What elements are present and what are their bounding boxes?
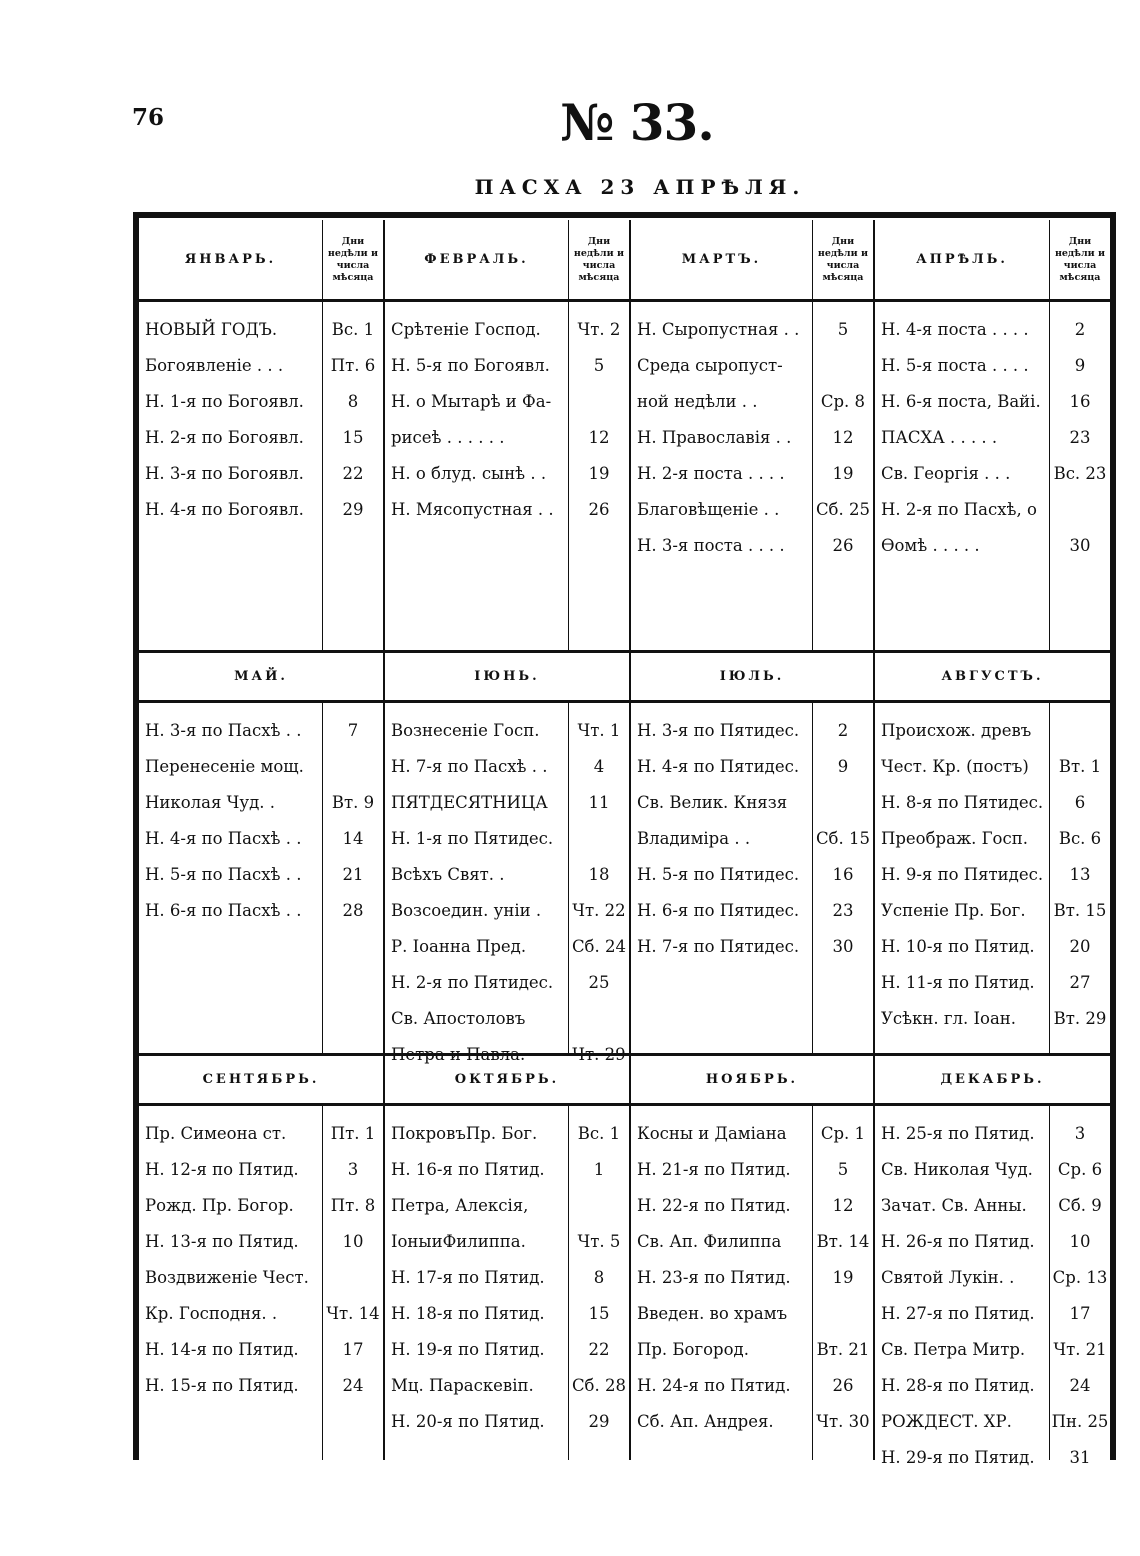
feast-date: 19 xyxy=(832,1268,854,1287)
feast-name: Н. 4-я по Богоявл. xyxy=(145,500,304,519)
feast-name: Н. 6-я по Пасхѣ . . xyxy=(145,901,302,920)
feast-name: Богоявленіе . . . xyxy=(145,356,284,375)
feast-name: Кр. Господня. . xyxy=(145,1304,278,1323)
feast-date: Чт. 22 xyxy=(572,901,626,920)
feast-date: 22 xyxy=(588,1340,610,1359)
dates-column xyxy=(1049,1106,1110,1467)
feast-date: 16 xyxy=(1069,392,1091,411)
feast-date: Вс. 1 xyxy=(331,320,375,339)
feast-date: 16 xyxy=(832,865,854,884)
feast-name: Св. Велик. Князя xyxy=(636,793,788,812)
feast-name: Н. 29-я по Пятид. xyxy=(880,1448,1035,1467)
feast-name: Николая Чуд. . xyxy=(145,793,275,812)
dates-column xyxy=(322,703,383,1053)
feast-date: 26 xyxy=(832,536,854,555)
month-may xyxy=(139,653,385,1053)
month-august xyxy=(875,653,1110,1053)
feast-name: Н. 3-я по Пятидес. xyxy=(636,721,800,740)
feast-date xyxy=(569,821,629,857)
month-header xyxy=(139,653,383,703)
feast-name: Владиміра . . xyxy=(636,829,751,848)
feast-date: 2 xyxy=(837,721,849,740)
feast-name: Благовѣщеніе . . xyxy=(636,500,780,519)
month-header xyxy=(631,1056,873,1106)
feast-date: Пт. 6 xyxy=(330,356,376,375)
feast-date: Сб. 25 xyxy=(815,500,870,519)
feast-date: Вс. 23 xyxy=(1053,464,1107,483)
feast-name: Н. 8-я по Пятидес. xyxy=(880,793,1044,812)
feast-date: 30 xyxy=(832,937,854,956)
feast-name: Н. 7-я по Пасхѣ . . xyxy=(390,757,548,776)
feast-name: Н. 26-я по Пятид. xyxy=(880,1232,1035,1251)
feast-date: 12 xyxy=(588,428,610,447)
day-column-header: Дни недѣли и числа мѣсяца xyxy=(322,220,383,299)
feast-name: Всѣхъ Свят. . xyxy=(390,865,505,884)
page-number: 76 xyxy=(132,104,165,131)
feast-name: Срѣтеніе Господ. xyxy=(390,320,541,339)
feast-date: Пт. 1 xyxy=(330,1124,376,1143)
month-november xyxy=(631,1056,875,1460)
month-header xyxy=(385,1056,629,1106)
month-march xyxy=(631,220,875,650)
feast-date: Вт. 14 xyxy=(816,1232,870,1251)
dates-column xyxy=(1049,703,1110,1053)
feast-date: 15 xyxy=(342,428,364,447)
feast-name: Рожд. Пр. Богор. xyxy=(145,1196,294,1215)
feast-date: Вт. 29 xyxy=(1053,1009,1107,1028)
feast-date: 9 xyxy=(837,757,849,776)
feast-name: Н. 4-я поста . . . . xyxy=(880,320,1029,339)
feast-name: Мц. Параскевіп. xyxy=(390,1376,534,1395)
day-column-header: Дни недѣли и числа мѣсяца xyxy=(812,220,873,299)
feast-date xyxy=(569,384,629,420)
feast-name: Н. 9-я по Пятидес. xyxy=(880,865,1044,884)
month-name: МАРТЪ. xyxy=(681,252,762,267)
feast-date: 5 xyxy=(837,1160,849,1179)
feast-name: Св. Ап. Филиппа xyxy=(636,1232,782,1251)
dates-column xyxy=(322,302,383,650)
feast-name: Н. 13-я по Пятид. xyxy=(145,1232,299,1251)
feast-date: Вт. 21 xyxy=(816,1340,870,1359)
feast-date: 5 xyxy=(837,320,849,339)
month-name: ОКТЯБРЬ. xyxy=(454,1072,560,1087)
quarter-2 xyxy=(139,653,1110,1053)
feast-date: 10 xyxy=(1069,1232,1091,1251)
calendar-table xyxy=(133,212,1116,1467)
feast-name: Н. 5-я по Богоявл. xyxy=(390,356,550,375)
feast-date: Сб. 9 xyxy=(1058,1196,1102,1215)
events-column xyxy=(385,302,568,650)
feast-date: 25 xyxy=(588,973,610,992)
month-january xyxy=(139,220,385,650)
feast-date: 7 xyxy=(347,721,359,740)
feast-name: Пр. Богород. xyxy=(636,1340,749,1359)
feast-date: 23 xyxy=(832,901,854,920)
feast-name: Н. 5-я поста . . . . xyxy=(880,356,1029,375)
month-february xyxy=(385,220,631,650)
month-july xyxy=(631,653,875,1053)
events-column xyxy=(139,302,322,650)
dates-column xyxy=(568,703,629,1053)
month-header xyxy=(875,220,1110,302)
feast-name: Н. 12-я по Пятид. xyxy=(145,1160,299,1179)
feast-name: Н. 3-я поста . . . . xyxy=(636,536,785,555)
feast-name: Св. Петра Митр. xyxy=(880,1340,1026,1359)
month-header xyxy=(631,653,873,703)
feast-name: Пр. Симеона ст. xyxy=(145,1124,287,1143)
dates-column xyxy=(812,703,873,1053)
feast-date xyxy=(1050,713,1110,749)
feast-date: 12 xyxy=(832,428,854,447)
feast-name: Н. 1-я по Пятидес. xyxy=(390,829,554,848)
feast-name: Происхож. древъ xyxy=(880,721,1032,740)
feast-name: Вознесеніе Госп. xyxy=(390,721,540,740)
right-border xyxy=(1110,212,1116,1460)
feast-date: 31 xyxy=(1069,1448,1091,1467)
feast-name: Успеніе Пр. Бог. xyxy=(880,901,1026,920)
feast-name: Н. 2-я по Пасхѣ, о xyxy=(880,500,1037,519)
feast-date: 14 xyxy=(342,829,364,848)
feast-name: Н. 5-я по Пасхѣ . . xyxy=(145,865,302,884)
month-name: АВГУСТЪ. xyxy=(941,669,1044,684)
feast-name: Н. о блуд. сынѣ . . xyxy=(390,464,547,483)
feast-date: 12 xyxy=(832,1196,854,1215)
dates-column xyxy=(812,302,873,650)
month-name: ДЕКАБРЬ. xyxy=(940,1072,1045,1087)
month-name: МАЙ. xyxy=(234,669,288,684)
feast-date: Вс. 1 xyxy=(577,1124,621,1143)
feast-name: Н. 4-я по Пасхѣ . . xyxy=(145,829,302,848)
feast-date: 17 xyxy=(342,1340,364,1359)
month-name: ЯНВАРЬ. xyxy=(184,252,277,267)
month-december xyxy=(875,1056,1110,1467)
feast-date: 5 xyxy=(593,356,605,375)
events-column xyxy=(385,703,568,1053)
feast-date: Чт. 2 xyxy=(577,320,621,339)
events-column xyxy=(139,1106,322,1460)
dates-column xyxy=(568,302,629,650)
month-header xyxy=(139,220,383,302)
table-title: № 33. xyxy=(560,93,714,152)
feast-date: Ср. 13 xyxy=(1052,1268,1108,1287)
feast-name: Усѣкн. гл. Іоан. xyxy=(880,1009,1017,1028)
easter-date-subtitle: ПАСХА 23 АПРѢЛЯ. xyxy=(474,175,806,199)
feast-name: Святой Лукін. . xyxy=(880,1268,1015,1287)
feast-date: 19 xyxy=(832,464,854,483)
feast-name: Ѳомѣ . . . . . xyxy=(880,536,980,555)
month-name: ІЮНЬ. xyxy=(474,669,540,684)
feast-name: Н. 2-я по Пятидес. xyxy=(390,973,554,992)
feast-date xyxy=(813,785,873,821)
events-column xyxy=(139,703,322,1053)
feast-date: Ср. 1 xyxy=(820,1124,866,1143)
feast-date: Сб. 15 xyxy=(815,829,870,848)
feast-date: 6 xyxy=(1074,793,1086,812)
feast-name: Н. 15-я по Пятид. xyxy=(145,1376,299,1395)
feast-date: Чт. 30 xyxy=(816,1412,870,1431)
feast-date: 10 xyxy=(342,1232,364,1251)
feast-date: Вт. 9 xyxy=(331,793,375,812)
feast-date: Вт. 1 xyxy=(1058,757,1102,776)
feast-date: 15 xyxy=(588,1304,610,1323)
feast-date: 30 xyxy=(1069,536,1091,555)
feast-date xyxy=(569,1001,629,1037)
feast-name: Н. 18-я по Пятид. xyxy=(390,1304,545,1323)
events-column xyxy=(875,1106,1049,1467)
dates-column xyxy=(322,1106,383,1460)
feast-date: 3 xyxy=(1074,1124,1086,1143)
feast-name: РОЖДЕСТ. ХР. xyxy=(880,1412,1012,1431)
feast-name: Косны и Даміана xyxy=(636,1124,787,1143)
feast-name: Н. 20-я по Пятид. xyxy=(390,1412,545,1431)
feast-date: Сб. 24 xyxy=(571,937,626,956)
feast-date: 21 xyxy=(342,865,364,884)
feast-date: 24 xyxy=(342,1376,364,1395)
feast-name: Зачат. Св. Анны. xyxy=(880,1196,1027,1215)
top-border xyxy=(133,212,1116,218)
feast-date: 17 xyxy=(1069,1304,1091,1323)
feast-date: 29 xyxy=(342,500,364,519)
feast-name: Н. о Мытарѣ и Фа- xyxy=(390,392,552,411)
feast-name: Р. Іоанна Пред. xyxy=(390,937,527,956)
feast-date: 4 xyxy=(593,757,605,776)
feast-name: Н. 25-я по Пятид. xyxy=(880,1124,1035,1143)
feast-date: Пт. 8 xyxy=(330,1196,376,1215)
feast-name: Н. 24-я по Пятид. xyxy=(636,1376,791,1395)
feast-date: Чт. 5 xyxy=(577,1232,621,1251)
feast-date: 27 xyxy=(1069,973,1091,992)
feast-name: Н. 23-я по Пятид. xyxy=(636,1268,791,1287)
events-column xyxy=(631,1106,812,1460)
feast-name: Св. Георгія . . . xyxy=(880,464,1011,483)
feast-date: 28 xyxy=(342,901,364,920)
feast-date: 23 xyxy=(1069,428,1091,447)
month-header xyxy=(875,653,1110,703)
feast-date xyxy=(569,1188,629,1224)
feast-name: Н. 21-я по Пятид. xyxy=(636,1160,791,1179)
feast-name: Чест. Кр. (постъ) xyxy=(880,757,1029,776)
feast-name: Перенесеніе мощ. xyxy=(145,757,304,776)
feast-date: 3 xyxy=(347,1160,359,1179)
feast-name: Н. 14-я по Пятид. xyxy=(145,1340,299,1359)
feast-name: Н. 17-я по Пятид. xyxy=(390,1268,545,1287)
feast-date: Ср. 8 xyxy=(820,392,866,411)
feast-name: Н. 16-я по Пятид. xyxy=(390,1160,545,1179)
feast-name: ПокровъПр. Бог. xyxy=(390,1124,538,1143)
feast-name: Н. 5-я по Пятидес. xyxy=(636,865,800,884)
feast-date: 20 xyxy=(1069,937,1091,956)
feast-date: 9 xyxy=(1074,356,1086,375)
month-header xyxy=(139,1056,383,1106)
feast-name: Н. 6-я по Пятидес. xyxy=(636,901,800,920)
feast-date: 13 xyxy=(1069,865,1091,884)
events-column xyxy=(875,703,1049,1053)
feast-name: Н. 3-я по Пасхѣ . . xyxy=(145,721,302,740)
feast-name: Введен. во храмъ xyxy=(636,1304,788,1323)
day-column-header: Дни недѣли и числа мѣсяца xyxy=(1049,220,1110,299)
events-column xyxy=(875,302,1049,650)
feast-name: ПЯТДЕСЯТНИЦА xyxy=(390,793,548,812)
feast-date xyxy=(1050,492,1110,528)
feast-name: Н. 11-я по Пятид. xyxy=(880,973,1035,992)
feast-name: Н. 27-я по Пятид. xyxy=(880,1304,1035,1323)
dates-column xyxy=(812,1106,873,1460)
events-column xyxy=(385,1106,568,1460)
feast-date: Сб. 28 xyxy=(571,1376,626,1395)
feast-name: Н. 3-я по Богоявл. xyxy=(145,464,304,483)
feast-name: ной недѣли . . xyxy=(636,392,758,411)
dates-column xyxy=(1049,302,1110,650)
feast-name: Н. 22-я по Пятид. xyxy=(636,1196,791,1215)
feast-date: 22 xyxy=(342,464,364,483)
feast-name: Н. 2-я по Богоявл. xyxy=(145,428,304,447)
feast-name: Н. 6-я поста, Вайі. xyxy=(880,392,1041,411)
feast-date: 19 xyxy=(588,464,610,483)
feast-date: 24 xyxy=(1069,1376,1091,1395)
month-april xyxy=(875,220,1110,650)
feast-date: Чт. 21 xyxy=(1053,1340,1107,1359)
feast-date: 8 xyxy=(347,392,359,411)
feast-name: Н. 4-я по Пятидес. xyxy=(636,757,800,776)
feast-name: Петра, Алексія, xyxy=(390,1196,529,1215)
month-header xyxy=(631,220,873,302)
quarter-3 xyxy=(139,1056,1110,1467)
feast-date: 18 xyxy=(588,865,610,884)
feast-name: Св. Апостоловъ xyxy=(390,1009,526,1028)
feast-name: Н. 10-я по Пятид. xyxy=(880,937,1035,956)
feast-name: Н. 28-я по Пятид. xyxy=(880,1376,1035,1395)
month-september xyxy=(139,1056,385,1460)
feast-date: Вс. 6 xyxy=(1058,829,1102,848)
dates-column xyxy=(568,1106,629,1460)
feast-date: 2 xyxy=(1074,320,1086,339)
feast-name: Н. 1-я по Богоявл. xyxy=(145,392,304,411)
feast-date: 26 xyxy=(588,500,610,519)
day-column-header: Дни недѣли и числа мѣсяца xyxy=(568,220,629,299)
month-header xyxy=(875,1056,1110,1106)
feast-name: Н. Сыропустная . . xyxy=(636,320,800,339)
feast-name: НОВЫЙ ГОДЪ. xyxy=(145,320,278,339)
events-column xyxy=(631,302,812,650)
feast-date xyxy=(323,749,383,785)
month-header xyxy=(385,653,629,703)
feast-date: Ср. 6 xyxy=(1057,1160,1103,1179)
feast-name: ІоныиФилиппа. xyxy=(390,1232,526,1251)
feast-name: Н. 2-я поста . . . . xyxy=(636,464,785,483)
feast-date: Пн. 25 xyxy=(1051,1412,1109,1431)
feast-date xyxy=(323,1260,383,1296)
feast-name: Н. Православія . . xyxy=(636,428,792,447)
feast-date: Чт. 14 xyxy=(326,1304,380,1323)
month-june xyxy=(385,653,631,1053)
feast-date: 1 xyxy=(593,1160,605,1179)
month-name: ІЮЛЬ. xyxy=(719,669,785,684)
feast-date: Чт. 1 xyxy=(577,721,621,740)
month-name: АПРѢЛЬ. xyxy=(916,252,1008,267)
month-name: НОЯБРЬ. xyxy=(705,1072,799,1087)
feast-date: 29 xyxy=(588,1412,610,1431)
feast-name: Н. Мясопустная . . xyxy=(390,500,554,519)
feast-date: 8 xyxy=(593,1268,605,1287)
feast-name: Воздвиженіе Чест. xyxy=(145,1268,309,1287)
month-name: СЕНТЯБРЬ. xyxy=(202,1072,320,1087)
feast-date: Вт. 15 xyxy=(1053,901,1107,920)
feast-name: ПАСХА . . . . . xyxy=(880,428,998,447)
feast-name: Среда сыропуст- xyxy=(636,356,783,375)
feast-name: Сб. Ап. Андрея. xyxy=(636,1412,774,1431)
feast-name: Св. Николая Чуд. xyxy=(880,1160,1033,1179)
events-column xyxy=(631,703,812,1053)
feast-name: Н. 7-я по Пятидес. xyxy=(636,937,800,956)
feast-date: 11 xyxy=(588,793,610,812)
feast-date: 26 xyxy=(832,1376,854,1395)
month-name: ФЕВРАЛЬ. xyxy=(424,252,529,267)
feast-name: Преображ. Госп. xyxy=(880,829,1028,848)
feast-date xyxy=(813,348,873,384)
feast-name: рисеѣ . . . . . . xyxy=(390,428,505,447)
feast-date xyxy=(813,1296,873,1332)
feast-name: Н. 19-я по Пятид. xyxy=(390,1340,545,1359)
month-header xyxy=(385,220,629,302)
feast-name: Возсоедин. уніи . xyxy=(390,901,542,920)
quarter-1 xyxy=(139,220,1110,650)
month-october xyxy=(385,1056,631,1460)
